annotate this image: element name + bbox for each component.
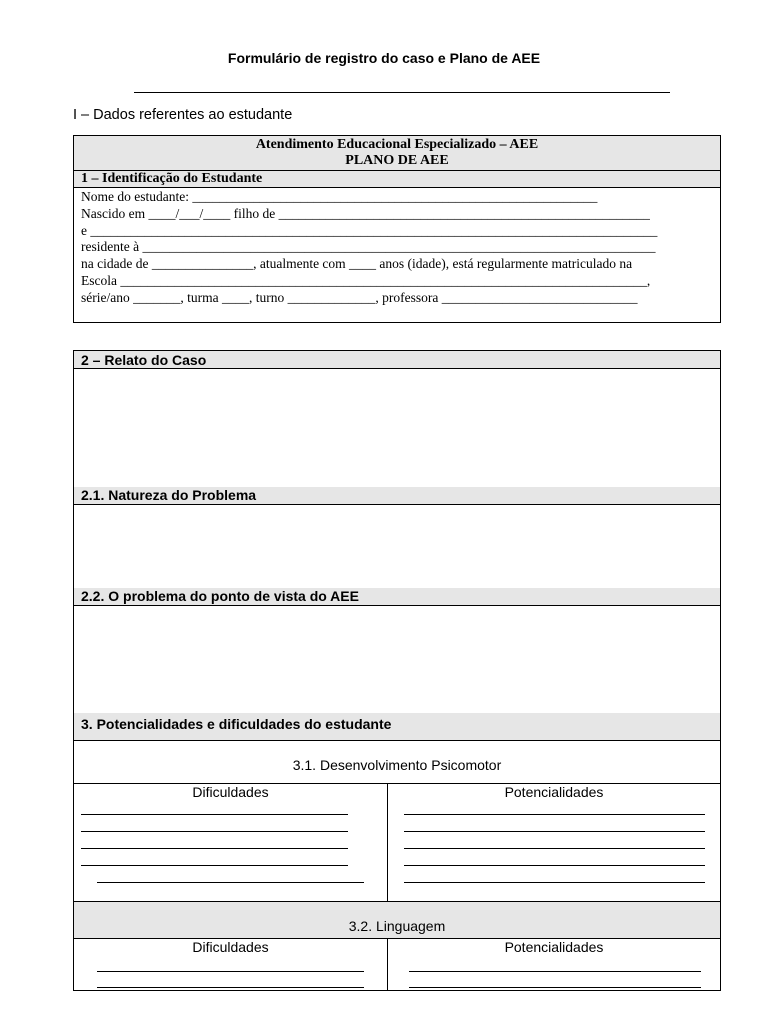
plan-header-line1: Atendimento Educacional Especializado – AEE — [255, 137, 539, 152]
psychomotor-potential-line[interactable] — [404, 882, 705, 883]
language-potential-line[interactable] — [409, 987, 701, 988]
nature-area[interactable] — [74, 505, 720, 588]
psychomotor-difficulty-line[interactable] — [81, 848, 348, 849]
psychomotor-potentials-header: Potencialidades — [504, 784, 604, 800]
identification-fields — [74, 188, 720, 307]
psychomotor-difficulty-line[interactable] — [97, 882, 364, 883]
part-heading: I – Dados referentes ao estudante — [73, 107, 293, 123]
parent2-field[interactable]: e ____________________________________________________________________________________ — [81, 222, 658, 238]
language-potential-line[interactable] — [409, 971, 701, 972]
aee-view-title: 2.2. O problema do ponto de vista do AEE — [74, 588, 720, 605]
address-field[interactable]: residente à ____________________________________________________________________________ — [81, 239, 656, 255]
case-box — [73, 350, 721, 991]
identification-box — [73, 135, 721, 323]
birth-parent-field[interactable]: Nascido em ____/___/____ filho de _______________________________________________________ — [81, 205, 650, 221]
psychomotor-difficulty-line[interactable] — [81, 831, 348, 832]
potentials-title: 3. Potencialidades e dificuldades do estudante — [74, 713, 720, 740]
school-field[interactable]: Escola ______________________________________________________________________________, — [81, 272, 651, 288]
identification-section-title: 1 – Identificação do Estudante — [74, 171, 720, 188]
nature-title: 2.1. Natureza do Problema — [74, 487, 720, 504]
case-report-title: 2 – Relato do Caso — [74, 351, 720, 369]
plan-header-line2: PLANO DE AEE — [345, 153, 449, 168]
language-title: 3.2. Linguagem — [348, 918, 446, 934]
psychomotor-potential-line[interactable] — [404, 848, 705, 849]
student-name-field[interactable]: Nome do estudante: ____________________________________________________________ — [81, 189, 598, 204]
psychomotor-difficulty-line[interactable] — [81, 814, 348, 815]
psychomotor-difficulties-header: Dificuldades — [192, 784, 269, 800]
psychomotor-potential-line[interactable] — [404, 865, 705, 866]
psychomotor-potential-line[interactable] — [404, 831, 705, 832]
language-potentials-header: Potencialidades — [504, 939, 604, 955]
psychomotor-title: 3.1. Desenvolvimento Psicomotor — [292, 757, 502, 773]
city-age-field[interactable]: na cidade de _______________, atualmente com ____ anos (idade), está regularmente matriculado na — [81, 256, 633, 272]
psychomotor-difficulty-line[interactable] — [81, 865, 348, 866]
psychomotor-divider — [387, 783, 388, 901]
language-difficulty-line[interactable] — [97, 987, 364, 988]
plan-header — [74, 136, 720, 171]
case-report-area[interactable] — [74, 370, 720, 487]
psychomotor-potential-line[interactable] — [404, 814, 705, 815]
class-info-field[interactable]: série/ano _______, turma ____, turno _____________, professora _____________________________ — [81, 289, 638, 305]
document-title: Formulário de registro do caso e Plano de AEE — [227, 50, 541, 66]
aee-view-area[interactable] — [74, 606, 720, 713]
language-difficulties-header: Dificuldades — [192, 939, 269, 955]
potentials-rule — [74, 740, 720, 741]
language-difficulty-line[interactable] — [97, 971, 364, 972]
title-underline — [134, 92, 670, 93]
